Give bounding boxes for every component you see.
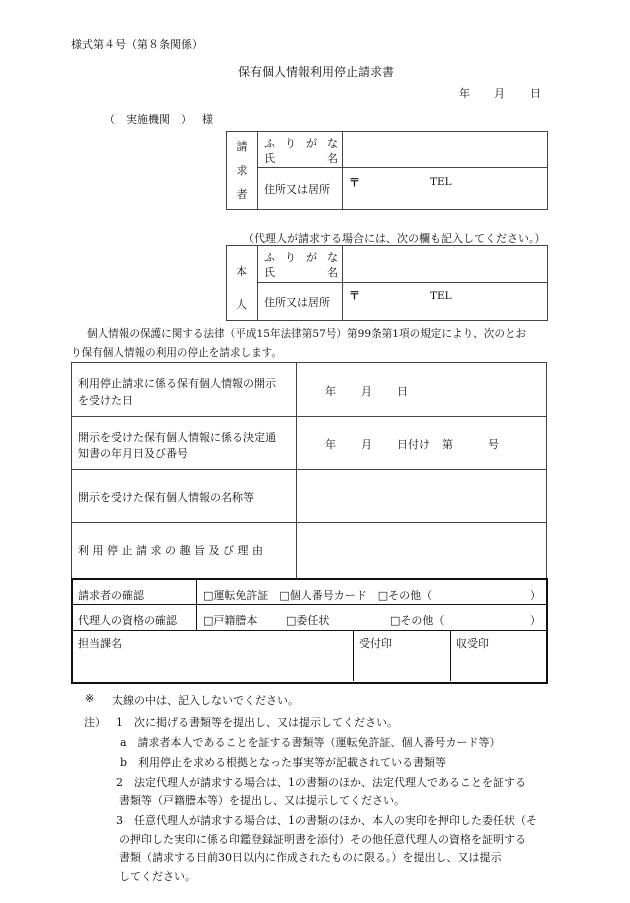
principal-vertical-label-1: 本 xyxy=(236,265,247,278)
date-month: 月 xyxy=(494,87,505,100)
disclosure-date-label-1: 利用停止請求に係る保有個人情報の開示 xyxy=(78,377,276,390)
addressee-institution: （ 実施機関 ） xyxy=(104,113,192,126)
principal-name-label: 氏 名 xyxy=(264,266,338,279)
requester-address-label: 住所又は居所 xyxy=(264,183,330,196)
requester-tel-label: TEL xyxy=(430,176,452,188)
received-stamp-label: 受付印 xyxy=(359,637,392,650)
agent-option-other: □その他（ xyxy=(390,614,445,627)
date-year: 年 xyxy=(459,87,470,100)
principal-tel-label: TEL xyxy=(430,290,452,302)
agent-note: （代理人が請求する場合には、次の欄も記入してください。） xyxy=(243,232,546,245)
postal-mark-icon: 〒 xyxy=(349,176,360,189)
note-2-line-2: 書類等（戸籍謄本等）を提出し、又は提示してください。 xyxy=(119,794,405,807)
note-3-line-4: してください。 xyxy=(119,870,196,883)
intro-line-2: り保有個人情報の利用の停止を請求します。 xyxy=(71,347,283,359)
form-title: 保有個人情報利用停止請求書 xyxy=(238,65,395,79)
principal-vertical-label-2: 人 xyxy=(236,298,247,311)
form-number: 様式第４号（第８条関係） xyxy=(71,38,203,51)
agent-option-close: ） xyxy=(530,614,541,627)
decision-notice-label-2: 知書の年月日及び番号 xyxy=(78,447,188,460)
requester-confirm-close: ） xyxy=(530,589,541,602)
section-name-label: 担当課名 xyxy=(78,637,122,650)
note-3-line-3: 書類（請求する日前30日以内に作成されたものに限る。）を提出し、又は提示 xyxy=(119,851,502,864)
note-mark: 注） xyxy=(84,716,106,729)
note-3-line-2: の押印した実印に係る印鑑登録証明書を添付）その他任意代理人の資格を証明する xyxy=(119,833,526,846)
requester-confirm-options: □運転免許証 □個人番号カード □その他（ xyxy=(203,589,433,602)
disclosure-date-year: 年 xyxy=(325,385,336,398)
decision-notice-month: 月 xyxy=(361,438,372,451)
requester-confirm-label: 請求者の確認 xyxy=(78,589,144,602)
note-3-line-1: 3 任意代理人が請求する場合は、1の書類のほか、本人の実印を押印した委任状（そ xyxy=(116,814,537,827)
disclosure-date-day: 日 xyxy=(397,385,408,398)
requester-vertical-label: 請 求 者 xyxy=(236,140,248,201)
receipt-stamp-label: 収受印 xyxy=(456,637,489,650)
note-2-line-1: 2 法定代理人が請求する場合は、1の書類のほか、法定代理人であることを証する xyxy=(116,776,526,789)
disclosure-date-label-2: を受けた日 xyxy=(78,394,133,407)
note-1: 1 次に掲げる書類等を提出し、又は提示してください。 xyxy=(116,716,398,729)
note-1b: b 利用停止を求める根拠となった事実等が記載されている書類等 xyxy=(120,756,447,769)
purpose-reason-label: 利 用 停 止 請 求 の 趣 旨 及 び 理 由 xyxy=(78,544,263,557)
decision-notice-year: 年 xyxy=(325,438,336,451)
requester-furigana-label: ふ り が な xyxy=(264,137,338,150)
decision-notice-dated: 日付け xyxy=(397,438,430,451)
decision-notice-label-1: 開示を受けた保有個人情報に係る決定通 xyxy=(78,431,276,444)
disclosure-date-month: 月 xyxy=(361,385,372,398)
decision-notice-go: 号 xyxy=(488,438,499,451)
addressee-honorific: 様 xyxy=(202,113,213,126)
agent-option-family-register: □戸籍謄本 xyxy=(203,614,258,627)
date-day: 日 xyxy=(530,87,541,100)
requester-name-label: 氏 名 xyxy=(264,152,338,165)
principal-address-label: 住所又は居所 xyxy=(264,296,330,309)
principal-postal-mark-icon: 〒 xyxy=(349,289,360,302)
note-star-mark: ※ xyxy=(85,692,95,705)
agent-option-power-of-attorney: □委任状 xyxy=(286,614,330,627)
principal-furigana-label: ふ り が な xyxy=(264,251,338,264)
note-star-text: 太線の中は、記入しないでください。 xyxy=(112,694,299,707)
note-1a: a 請求者本人であることを証する書類等（運転免許証、個人番号カード等） xyxy=(120,736,501,749)
intro-line-1: 個人情報の保護に関する法律（平成15年法律第57号）第99条第1項の規定により、次のとお xyxy=(87,328,527,340)
decision-notice-dai: 第 xyxy=(442,438,453,451)
info-name-label: 開示を受けた保有個人情報の名称等 xyxy=(78,491,254,504)
agent-qualification-label: 代理人の資格の確認 xyxy=(78,614,177,627)
